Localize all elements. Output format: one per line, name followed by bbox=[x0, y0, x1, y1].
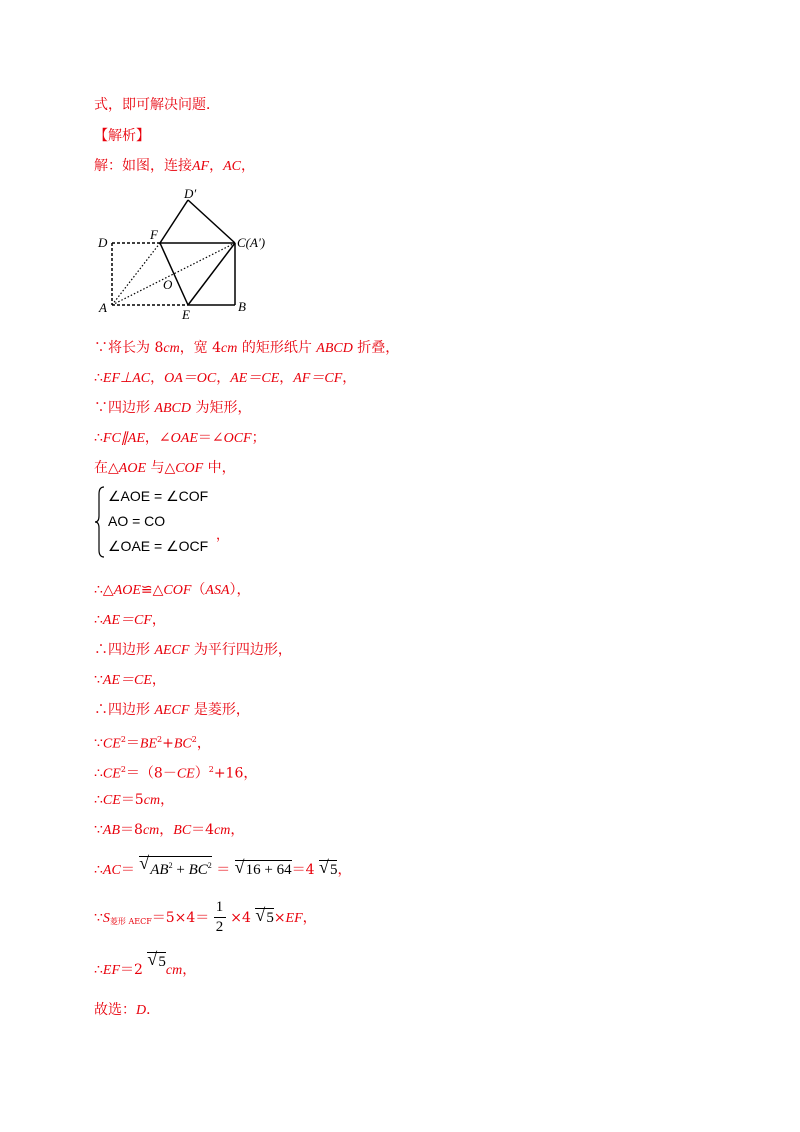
t: EF bbox=[102, 963, 121, 978]
t: ） bbox=[194, 765, 209, 782]
t: OCF bbox=[223, 431, 252, 446]
t: ，宽 4 bbox=[179, 340, 222, 356]
t: CE bbox=[102, 766, 121, 782]
t: × bbox=[273, 910, 286, 926]
system-tail: ， bbox=[216, 527, 230, 542]
t: D bbox=[136, 1003, 147, 1018]
t: ＝2 bbox=[120, 962, 143, 978]
t: ， bbox=[150, 370, 165, 386]
t: 解：如图，连接 bbox=[94, 158, 192, 174]
sqrt-ab2-bc2 bbox=[139, 853, 212, 879]
t: 2 bbox=[191, 735, 197, 744]
text-line-8 bbox=[94, 459, 236, 478]
radical-icon: √ bbox=[147, 949, 158, 969]
t: ）， bbox=[229, 582, 251, 598]
t: OA＝OC bbox=[164, 371, 217, 386]
t: ， bbox=[182, 962, 197, 978]
t: ， bbox=[342, 370, 357, 386]
t: FC∥AE bbox=[102, 431, 145, 446]
sqrt-5 bbox=[255, 905, 274, 927]
t: 5 bbox=[158, 954, 166, 970]
label-B: B bbox=[238, 299, 246, 314]
t: ， bbox=[216, 370, 231, 386]
t: 2 bbox=[157, 735, 163, 744]
label-O: O bbox=[163, 277, 173, 292]
t: 2 bbox=[215, 919, 224, 935]
t: BC bbox=[188, 862, 208, 878]
text-line-6 bbox=[94, 399, 251, 418]
segment-D-prime-C bbox=[188, 200, 235, 243]
t: 的矩形纸片 bbox=[237, 340, 317, 356]
t: ∴ bbox=[94, 370, 103, 386]
t: AF bbox=[192, 159, 210, 174]
equation-system bbox=[94, 484, 230, 560]
t: ＝5 bbox=[120, 792, 144, 808]
equation-row-3: ∠OAE = ∠OCF bbox=[108, 538, 209, 554]
t: ABCD bbox=[154, 401, 192, 416]
t: ∵ bbox=[94, 910, 103, 926]
t: ， bbox=[196, 735, 211, 752]
section-heading-analysis bbox=[94, 127, 150, 145]
t: 为平行四边形， bbox=[189, 642, 292, 658]
t: 2 bbox=[168, 861, 173, 870]
t: AOE bbox=[118, 461, 146, 476]
t: 2 bbox=[120, 765, 126, 774]
t: AE＝CF bbox=[102, 613, 152, 628]
t: cm bbox=[142, 823, 160, 838]
t: ∵ bbox=[94, 672, 103, 688]
t: BE bbox=[139, 736, 158, 752]
t: ， bbox=[337, 862, 352, 878]
radical-icon: √ bbox=[139, 853, 150, 873]
equation-row-1: ∠AOE = ∠COF bbox=[108, 488, 209, 504]
t: ＝4 bbox=[191, 822, 215, 838]
text-line-1 bbox=[94, 96, 220, 114]
t: 在△ bbox=[94, 460, 119, 476]
t: ， bbox=[230, 822, 245, 838]
t: + bbox=[172, 862, 189, 878]
t: AOE bbox=[113, 583, 141, 598]
text-line-9 bbox=[94, 581, 251, 600]
t: cm bbox=[165, 963, 183, 978]
t: BC bbox=[173, 823, 192, 838]
equation-row-2: AO = CO bbox=[108, 513, 166, 529]
sqrt-5 bbox=[147, 949, 166, 971]
t: 2 bbox=[208, 765, 214, 774]
t: ∴△ bbox=[94, 582, 114, 598]
t: OAE bbox=[170, 431, 198, 446]
line-text: 式，即可解决问题． bbox=[94, 97, 220, 113]
t: 16 + 64 bbox=[245, 862, 292, 878]
t: （ bbox=[191, 582, 206, 598]
t: AF＝CF bbox=[293, 371, 343, 386]
text-line-20 bbox=[94, 949, 197, 980]
t: 5 bbox=[266, 910, 274, 926]
label-A: A bbox=[99, 300, 107, 315]
t: ∴ bbox=[94, 612, 103, 628]
text-line-12 bbox=[94, 671, 166, 690]
segment-FE bbox=[160, 243, 188, 305]
t: ∴ bbox=[94, 862, 103, 878]
t: 5 bbox=[329, 862, 338, 878]
radical-icon: √ bbox=[255, 905, 266, 925]
t: ＝4 bbox=[291, 862, 315, 878]
t: AB bbox=[150, 862, 169, 878]
text-line-14 bbox=[94, 731, 211, 754]
text-line-7 bbox=[94, 429, 266, 448]
t: ∴四边形 bbox=[94, 702, 155, 718]
text-line-4 bbox=[94, 339, 399, 358]
t: ． bbox=[146, 1002, 161, 1018]
text-line-10 bbox=[94, 611, 166, 630]
t: COF bbox=[163, 583, 192, 598]
t: ； bbox=[251, 430, 266, 446]
t: BC bbox=[173, 736, 192, 752]
t: CE bbox=[176, 766, 195, 782]
t: AC bbox=[223, 159, 241, 174]
t: cm bbox=[214, 823, 231, 838]
segment-CE bbox=[188, 243, 235, 305]
t: AECF bbox=[154, 643, 190, 658]
t: ∵ bbox=[94, 735, 103, 752]
t: ， bbox=[302, 910, 317, 926]
t: AE＝CE bbox=[230, 371, 280, 386]
label-F: F bbox=[150, 227, 158, 242]
t: cm bbox=[163, 341, 180, 356]
t: ∴ bbox=[94, 962, 103, 978]
t: ABCD bbox=[316, 341, 353, 356]
t: 中， bbox=[203, 460, 236, 476]
t: AE＝CE bbox=[102, 673, 152, 688]
t: ASA bbox=[205, 583, 230, 598]
text-line-18 bbox=[94, 853, 352, 880]
t: ＝8 bbox=[120, 822, 143, 838]
sqrt-16-64 bbox=[234, 857, 292, 879]
t: 菱形 AECF bbox=[109, 917, 152, 926]
t: 故选： bbox=[94, 1002, 136, 1018]
t: ＝ bbox=[120, 862, 135, 878]
t: ＝（8－ bbox=[125, 765, 177, 782]
text-line-11 bbox=[94, 641, 292, 660]
text-line-15 bbox=[94, 761, 257, 784]
label-D-prime: D′ bbox=[184, 186, 197, 201]
heading-text: 【解析】 bbox=[94, 128, 150, 144]
t: ＝5×4＝ bbox=[151, 910, 210, 926]
t: +16， bbox=[213, 765, 258, 782]
t: AB bbox=[102, 823, 121, 838]
t: ×4 bbox=[230, 910, 251, 926]
t: ∴四边形 bbox=[94, 642, 155, 658]
t: ∴ bbox=[94, 430, 103, 446]
sqrt-5 bbox=[318, 857, 338, 879]
t: EF bbox=[285, 911, 303, 926]
t: S bbox=[102, 911, 110, 926]
t: 折叠， bbox=[352, 340, 400, 356]
t: EF⊥AC bbox=[102, 371, 151, 386]
t: ， bbox=[151, 612, 166, 628]
label-D: D bbox=[98, 235, 108, 250]
t: 是菱形， bbox=[189, 702, 250, 718]
t: COF bbox=[175, 461, 204, 476]
t: ∴ bbox=[94, 765, 103, 782]
t: ∵将长为 8 bbox=[94, 340, 164, 356]
segment-AF-dotted bbox=[112, 243, 160, 305]
t: ＝ bbox=[216, 862, 231, 878]
text-line-16 bbox=[94, 791, 174, 810]
t: 与△ bbox=[146, 460, 176, 476]
t: ， bbox=[151, 672, 166, 688]
t: ＝∠ bbox=[197, 430, 224, 446]
t: 为矩形， bbox=[191, 400, 252, 416]
t: ＝ bbox=[125, 735, 140, 752]
t: ，∠ bbox=[144, 430, 171, 446]
t: + bbox=[162, 735, 174, 752]
label-E: E bbox=[182, 307, 190, 322]
segment-FD-prime bbox=[160, 200, 188, 243]
answer-line bbox=[94, 1001, 160, 1020]
t: ∴ bbox=[94, 792, 103, 808]
t: AC bbox=[102, 863, 121, 878]
t: ， bbox=[241, 158, 255, 174]
left-brace-icon bbox=[94, 486, 106, 558]
t: 1 bbox=[215, 899, 224, 915]
t: AECF bbox=[154, 703, 190, 718]
text-line-3 bbox=[94, 157, 255, 176]
radical-icon: √ bbox=[234, 857, 245, 877]
t: ， bbox=[159, 822, 174, 838]
t: ≌△ bbox=[140, 582, 164, 598]
t: 2 bbox=[207, 861, 212, 870]
radical-icon: √ bbox=[318, 857, 329, 877]
geometry-figure bbox=[90, 185, 280, 325]
text-line-5 bbox=[94, 369, 356, 388]
t: ， bbox=[209, 158, 224, 174]
t: ∵四边形 bbox=[94, 400, 155, 416]
t: ， bbox=[279, 370, 294, 386]
t: cm bbox=[143, 793, 161, 808]
t: CE bbox=[102, 793, 121, 808]
t: ∵ bbox=[94, 822, 103, 838]
t: ， bbox=[160, 792, 175, 808]
t: CE bbox=[102, 736, 121, 752]
t: 2 bbox=[120, 735, 126, 744]
text-line-19 bbox=[94, 898, 317, 938]
label-C: C(A′) bbox=[237, 235, 266, 250]
text-line-13 bbox=[94, 701, 250, 720]
text-line-17 bbox=[94, 821, 244, 840]
fraction-one-half bbox=[214, 898, 226, 936]
t: cm bbox=[221, 341, 238, 356]
